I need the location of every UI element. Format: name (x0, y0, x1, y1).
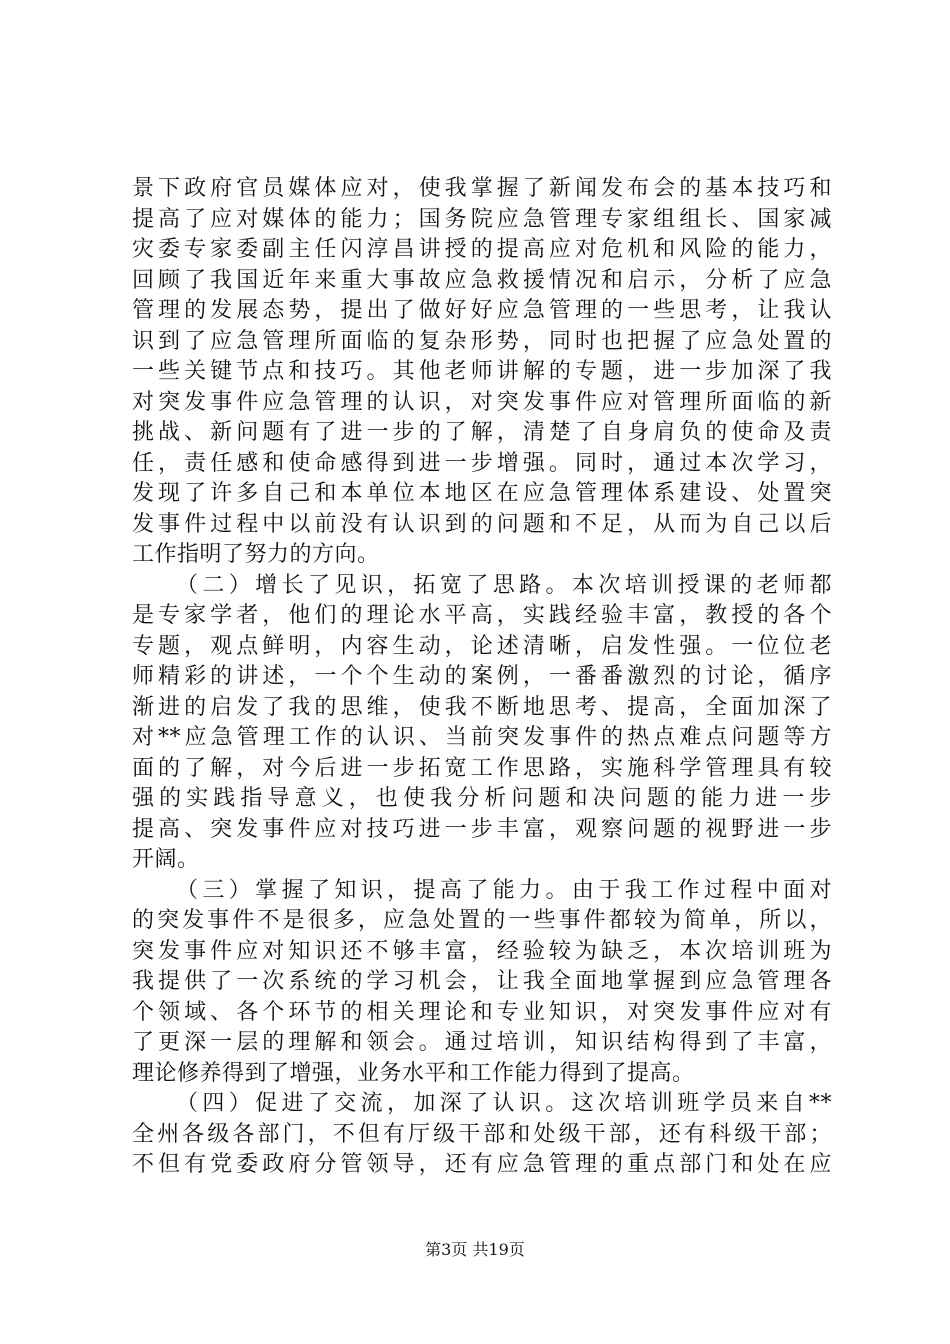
text-line: （二）增长了见识，拓宽了思路。本次培训授课的老师都 (176, 572, 832, 598)
text-line: 开阔。 (132, 847, 200, 872)
text-line: 工作指明了努力的方向。 (132, 542, 380, 567)
text-line: （四）促进了交流，加深了认识。这次培训班学员来自** (176, 1091, 832, 1116)
text-line: 识到了应急管理所面临的复杂形势，同时也把握了应急处置的 (132, 328, 832, 354)
text-line: 管理的发展态势，提出了做好好应急管理的一些思考，让我认 (132, 298, 832, 323)
text-line: 全州各级各部门，不但有厅级干部和处级干部，还有科级干部； (132, 1121, 832, 1147)
text-line: 对**应急管理工作的认识、当前突发事件的热点难点问题等方 (132, 725, 832, 750)
text-line: 景下政府官员媒体应对，使我掌握了新闻发布会的基本技巧和 (132, 176, 832, 201)
text-line: 不但有党委政府分管领导，还有应急管理的重点部门和处在应 (132, 1152, 832, 1177)
text-line: （三）掌握了知识，提高了能力。由于我工作过程中面对 (176, 877, 832, 903)
text-line: 师精彩的讲述，一个个生动的案例，一番番激烈的讨论，循序 (132, 664, 832, 689)
text-line: 个领域、各个环节的相关理论和专业知识，对突发事件应对有 (132, 999, 832, 1025)
text-line: 突发事件应对知识还不够丰富，经验较为缺乏，本次培训班为 (132, 938, 832, 964)
text-line: 是专家学者，他们的理论水平高，实践经验丰富，教授的各个 (132, 603, 832, 628)
text-line: 任，责任感和使命感得到进一步增强。同时，通过本次学习， (132, 450, 832, 476)
page-footer: 第3页 共19页 (425, 1240, 525, 1259)
text-line: 对突发事件应急管理的认识，对突发事件应对管理所面临的新 (132, 389, 832, 415)
text-line: 提高了应对媒体的能力；国务院应急管理专家组组长、国家减 (132, 206, 832, 232)
text-line: 专题，观点鲜明，内容生动，论述清晰，启发性强。一位位老 (132, 633, 832, 659)
text-line: 了更深一层的理解和领会。通过培训，知识结构得到了丰富， (132, 1030, 832, 1055)
text-line: 一些关键节点和技巧。其他老师讲解的专题，进一步加深了我 (132, 359, 832, 384)
text-line: 挑战、新问题有了进一步的了解，清楚了自身肩负的使命及责 (132, 420, 832, 445)
text-line: 我提供了一次系统的学习机会，让我全面地掌握到应急管理各 (132, 969, 832, 994)
text-line: 渐进的启发了我的思维，使我不断地思考、提高，全面加深了 (132, 694, 832, 720)
text-line: 提高、突发事件应对技巧进一步丰富，观察问题的视野进一步 (132, 816, 832, 842)
text-line: 面的了解，对今后进一步拓宽工作思路，实施科学管理具有较 (132, 755, 832, 781)
text-line: 理论修养得到了增强，业务水平和工作能力得到了提高。 (132, 1060, 695, 1086)
text-line: 强的实践指导意义，也使我分析问题和决问题的能力进一步 (132, 786, 832, 811)
text-line: 灾委专家委副主任闪淳昌讲授的提高应对危机和风险的能力， (132, 237, 832, 262)
body-text (132, 174, 832, 1181)
text-line: 的突发事件不是很多，应急处置的一些事件都较为简单，所以， (132, 908, 832, 933)
text-line: 回顾了我国近年来重大事故应急救援情况和启示，分析了应急 (132, 267, 832, 293)
text-line: 发事件过程中以前没有认识到的问题和不足，从而为自己以后 (132, 511, 832, 537)
text-line: 发现了许多自己和本单位本地区在应急管理体系建设、处置突 (132, 481, 832, 506)
